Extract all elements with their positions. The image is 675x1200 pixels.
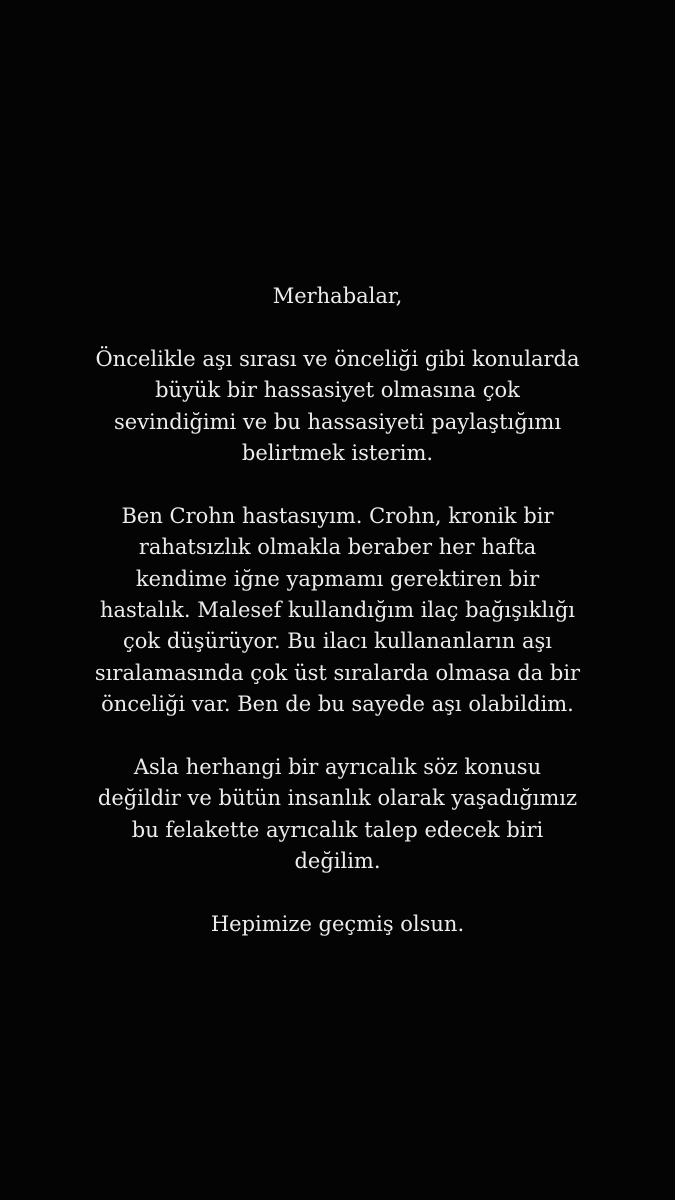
text-line: sıralamasında çok üst sıralarda olmasa da bir (94, 660, 581, 685)
text-line: sevindiğimi ve bu hassasiyeti paylaştığımı (113, 409, 562, 434)
text-line: Merhabalar, (272, 284, 403, 308)
text-line: çok düşürüyor. Bu ilacı kullananların aşı (123, 629, 552, 654)
text-line: kendime iğne yapmamı gerektiren bir (135, 566, 540, 591)
text-line: değilim. (294, 849, 381, 874)
text-line: bu felakette ayrıcalık talep edecek biri (131, 817, 544, 842)
intro-paragraph (0, 344, 675, 470)
text-line: Öncelikle aşı sırası ve önceliği gibi konularda (95, 346, 580, 371)
text-line: Asla herhangi bir ayrıcalık söz konusu (133, 755, 542, 780)
text-line: önceliği var. Ben de bu sayede aşı olabildim. (101, 692, 574, 717)
closing-paragraph (0, 909, 675, 940)
greeting-paragraph (0, 281, 675, 312)
text-line: hastalık. Malesef kullandığım ilaç bağışıklığı (99, 598, 576, 623)
text-line: belirtmek isterim. (241, 441, 434, 466)
text-line: Hepimize geçmiş olsun. (210, 912, 465, 937)
text-line: Ben Crohn hastasıyım. Crohn, kronik bir (121, 503, 554, 528)
text-line: değildir ve bütün insanlık olarak yaşadığımız (97, 786, 578, 811)
text-line: rahatsızlık olmakla beraber her hafta (138, 535, 537, 560)
explanation-paragraph (0, 501, 675, 721)
story-text (0, 281, 675, 972)
text-line: büyük bir hassasiyet olmasına çok (155, 378, 520, 403)
statement-paragraph (0, 752, 675, 878)
